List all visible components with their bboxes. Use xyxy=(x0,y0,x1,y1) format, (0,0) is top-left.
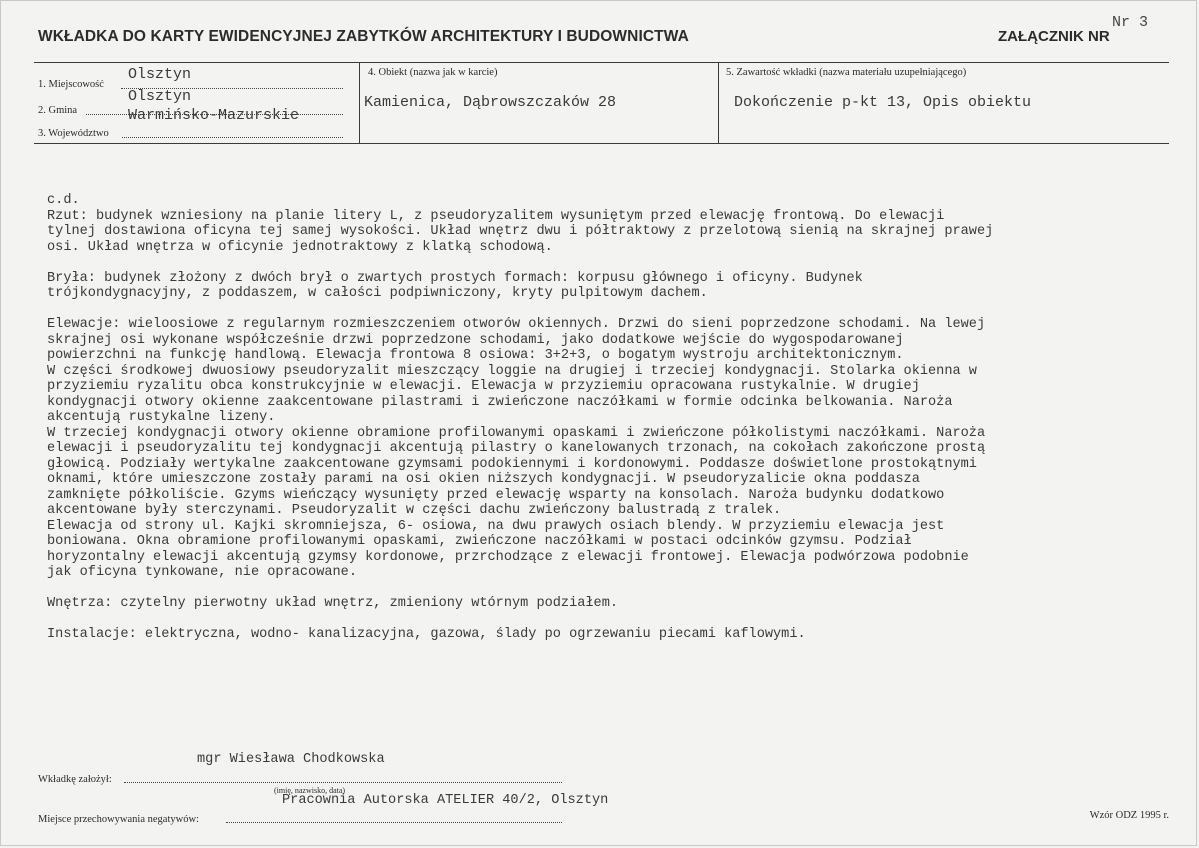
description-text xyxy=(47,193,1157,643)
text-line: c.d. xyxy=(47,193,80,208)
paragraph-gap xyxy=(47,255,1157,271)
form-version: Wzór ODZ 1995 r. xyxy=(1089,810,1169,821)
text-line: Instalacje: elektryczna, wodno- kanalizacyjna, gazowa, ślady po ogrzewaniu piecami kaflowymi. xyxy=(47,627,806,642)
contents-label: 5. Zawartość wkładki (nazwa materiału uzupełniającego) xyxy=(726,67,967,78)
contents-value[interactable]: Dokończenie p-kt 13, Opis obiektu xyxy=(734,94,1032,111)
commune-value[interactable]: Olsztyn xyxy=(128,88,192,105)
text-line: Elewacja od strony ul. Kajki skromniejsza, 6- osiowa, na dwu prawych osiach blendy. W przyziemiu elewacja jest xyxy=(47,518,945,534)
paragraph-gap xyxy=(47,612,1157,628)
field-box-bottom-line xyxy=(34,143,1169,144)
storage-dots xyxy=(226,822,562,823)
text-line: zamknięte półkoliście. Gzyms wieńczący wysunięty przed elewację wsparty na konsolach. Naroża budynku dodatkowo xyxy=(47,487,945,503)
author-dots xyxy=(124,782,562,783)
text-line: skrajnej osi wykonane współcześnie drzwi poprzedzone schodami, jako dodatkowe wejście do wygospodarowanej xyxy=(47,332,904,348)
annex-label: ZAŁĄCZNIK NR xyxy=(998,28,1110,45)
text-line: Elewacje: wieloosiowe z regularnym rozmieszczeniem otworów okiennych. Drzwi do sieni poprzedzone schodami. Na lewej xyxy=(47,317,986,332)
text-line: elewacji i pseudoryzalitu tej kondygnacji akcentują pilastry o kanelowanych trzonach, na cokołach zakończone prostą xyxy=(47,441,986,456)
text-line: horyzontalny elewacji akcentują gzymsy kordonowe, przrchodzące z elewacji frontowej. Elewacja podwórzowa podobnie xyxy=(47,549,969,565)
author-label: Wkładkę założył: xyxy=(38,774,112,785)
paragraph-gap xyxy=(47,302,1157,318)
text-line: W trzeciej kondygnacji otwory okienne obramione profilowanymi opaskami i zwieńczone półkolistymi naczółkami. Naroża xyxy=(47,425,986,441)
text-line: trójkondygnacyjny, z poddaszem, w całości podpiwniczony, kryty pulpitowym dachem. xyxy=(47,286,708,301)
storage-label: Miejsce przechowywania negatywów: xyxy=(38,814,199,825)
field-box-top-line xyxy=(34,62,1169,63)
voivodeship-value[interactable]: Warmińsko-Mazurskie xyxy=(128,107,300,124)
object-label: 4. Obiekt (nazwa jak w karcie) xyxy=(368,67,498,78)
text-line: W części środkowej dwuosiowy pseudoryzalit mieszczący loggie na drugiej i trzeciej kondygnacji. Stolarka okienna w xyxy=(47,363,977,379)
object-value[interactable]: Kamienica, Dąbrowszczaków 28 xyxy=(364,94,617,111)
locality-value[interactable]: Olsztyn xyxy=(128,66,192,83)
text-line: Wnętrza: czytelny pierwotny układ wnętrz, zmieniony wtórnym podziałem. xyxy=(47,596,619,611)
text-line: przyziemiu ryzalitu obca konstrukcyjnie w elewacji. Elewacja w przyziemiu opracowana rustykalnie. W drugiej xyxy=(47,379,920,394)
text-line: kondygnacji otwory okienne zaakcentowane pilastrami i zwieńczone naczółkami w formie odcinka belkowania. Naroża xyxy=(47,394,953,410)
annex-number: Nr 3 xyxy=(1112,14,1149,31)
text-line: Bryła: budynek złożony z dwóch brył o zwartych prostych formach: korpusu głównego i oficyny. Budynek xyxy=(47,270,863,286)
commune-label: 2. Gmina xyxy=(38,105,78,116)
text-line: akcentują rustykalne lizeny. xyxy=(47,410,276,425)
text-line: głowicą. Podziały wertykalne zaakcentowane gzymsami podokiennymi i kordonowymi. Poddasze doświetlone prostokątnymi xyxy=(47,456,977,472)
text-line: tylnej dostawiona oficyna tej samej wysokości. Układ wnętrz dwu i półtraktowy z przelotową sienią na skrajnej prawej xyxy=(47,224,994,239)
voivodeship-label: 3. Województwo xyxy=(38,128,109,139)
text-line: Rzut: budynek wzniesiony na planie litery L, z pseudoryzalitem wysuniętym przed elewację frontową. Do elewacji xyxy=(47,208,945,224)
field-divider-2 xyxy=(718,62,719,143)
text-line: osi. Układ wnętrza w oficynie jednotraktowy z klatką schodową. xyxy=(47,239,553,255)
text-line: akcentowane były sterczynami. Pseudoryzalit w części dachu zwieńczony balustradą z tralek. xyxy=(47,503,782,518)
text-line: jak oficyna tynkowane, nie opracowane. xyxy=(47,565,357,580)
paragraph-gap xyxy=(47,581,1157,597)
text-line: oknami, które umieszczone zostały parami na osi okien niższych kondygnacji. W pseudoryzalicie okna poddasza xyxy=(47,472,920,487)
author-hint: (imię, nazwisko, data) xyxy=(274,786,346,795)
voivodeship-dots xyxy=(122,137,343,138)
author-value[interactable]: mgr Wiesława Chodkowska xyxy=(197,752,385,767)
text-line: powierzchni na funkcję handlową. Elewacja frontowa 8 osiowa: 3+2+3, o bogatym wystroju architektonicznym. xyxy=(47,348,904,363)
locality-label: 1. Miejscowość xyxy=(38,79,104,90)
storage-value[interactable]: Pracownia Autorska ATELIER 40/2, Olsztyn xyxy=(282,793,609,808)
field-divider-1 xyxy=(359,62,360,143)
form-title: WKŁADKA DO KARTY EWIDENCYJNEJ ZABYTKÓW ARCHITEKTURY I BUDOWNICTWA xyxy=(38,28,689,45)
text-line: boniowana. Okna obramione profilowanymi opaskami, zwieńczone naczółkami w postaci odcinków gzymsu. Podział xyxy=(47,534,912,549)
